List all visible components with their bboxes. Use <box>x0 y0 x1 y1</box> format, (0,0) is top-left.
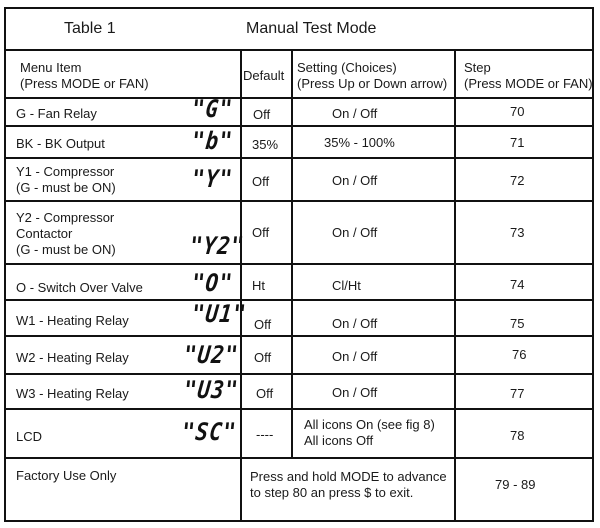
divider <box>6 157 592 159</box>
display-code: "Y" <box>190 165 235 193</box>
row-setting <box>304 417 435 449</box>
display-code: "Y2" <box>188 232 247 260</box>
display-code: "G" <box>190 95 235 123</box>
divider <box>6 457 592 459</box>
menu-item-line: (G - must be ON) <box>16 180 116 195</box>
row-step: 72 <box>510 173 525 188</box>
setting-line: All icons Off <box>304 433 374 448</box>
row-default: 35% <box>252 137 279 152</box>
display-code: "O" <box>190 269 235 297</box>
row-step: 75 <box>510 316 525 331</box>
row-default: Off <box>254 317 272 332</box>
row-menu-item: G - Fan Relay <box>16 106 97 121</box>
setting-line: Press and hold MODE to advance <box>250 469 447 484</box>
row-default: Off <box>256 386 274 401</box>
row-menu-item: W2 - Heating Relay <box>16 350 129 365</box>
setting-line: All icons On (see fig 8) <box>304 417 435 432</box>
row-setting <box>250 469 447 501</box>
row-menu-item: Factory Use Only <box>16 468 117 483</box>
row-default: Ht <box>252 278 265 293</box>
menu-item-line: Y1 - Compressor <box>16 164 115 179</box>
row-default: Off <box>252 174 270 189</box>
header-text: Setting (Choices) <box>297 60 397 75</box>
divider <box>6 299 592 301</box>
display-code: "U3" <box>182 376 241 404</box>
header-text: Step <box>464 60 491 75</box>
table-title: Manual Test Mode <box>246 20 377 37</box>
setting-line: to step 80 an press $ to exit. <box>250 485 414 500</box>
column-divider <box>291 49 293 458</box>
divider <box>6 408 592 410</box>
header-default: Default <box>243 68 285 83</box>
menu-item-line: (G - must be ON) <box>16 242 116 257</box>
row-menu-item: W3 - Heating Relay <box>16 386 129 401</box>
display-code: "U2" <box>182 341 241 369</box>
row-menu-item: O - Switch Over Valve <box>16 280 143 295</box>
row-step: 70 <box>510 104 525 119</box>
header-text: Menu Item <box>20 60 82 75</box>
divider <box>6 263 592 265</box>
row-menu-item: LCD <box>16 429 43 444</box>
divider <box>6 373 592 375</box>
row-default: Off <box>252 225 270 240</box>
header-text: (Press Up or Down arrow) <box>297 76 448 91</box>
divider <box>6 97 592 99</box>
row-menu-item: BK - BK Output <box>16 136 105 151</box>
row-step: 71 <box>510 135 525 150</box>
header-step <box>464 60 593 92</box>
display-code: "b" <box>190 127 235 155</box>
row-default: Off <box>254 350 272 365</box>
table-title-row <box>6 9 592 51</box>
column-divider <box>240 457 242 522</box>
row-step: 74 <box>510 277 525 292</box>
row-step: 76 <box>512 347 527 362</box>
column-divider <box>454 49 456 522</box>
menu-item-line: Contactor <box>16 226 73 241</box>
row-setting: On / Off <box>332 316 378 331</box>
manual-test-mode-table <box>4 7 594 522</box>
row-step: 79 - 89 <box>495 477 536 492</box>
table-label: Table 1 <box>64 20 116 37</box>
row-default: Off <box>253 107 271 122</box>
row-menu-item: W1 - Heating Relay <box>16 313 129 328</box>
header-menu-item <box>20 60 149 92</box>
divider <box>6 335 592 337</box>
divider <box>6 125 592 127</box>
header-text: (Press MODE or FAN) <box>464 76 593 91</box>
row-default: ---- <box>256 427 274 442</box>
row-setting: On / Off <box>332 385 378 400</box>
menu-item-line: Y2 - Compressor <box>16 210 115 225</box>
header-text: (Press MODE or FAN) <box>20 76 149 91</box>
row-step: 78 <box>510 428 525 443</box>
display-code: "SC" <box>180 418 239 446</box>
display-code: "U1" <box>190 300 249 328</box>
row-setting: 35% - 100% <box>324 135 395 150</box>
row-setting: On / Off <box>332 349 378 364</box>
header-setting <box>297 60 447 92</box>
row-setting: On / Off <box>332 106 378 121</box>
row-setting: Cl/Ht <box>332 278 361 293</box>
row-setting: On / Off <box>332 225 378 240</box>
divider <box>6 200 592 202</box>
row-setting: On / Off <box>332 173 378 188</box>
row-step: 73 <box>510 225 525 240</box>
row-menu-item <box>16 164 116 196</box>
row-step: 77 <box>510 386 525 401</box>
row-menu-item <box>16 210 116 258</box>
